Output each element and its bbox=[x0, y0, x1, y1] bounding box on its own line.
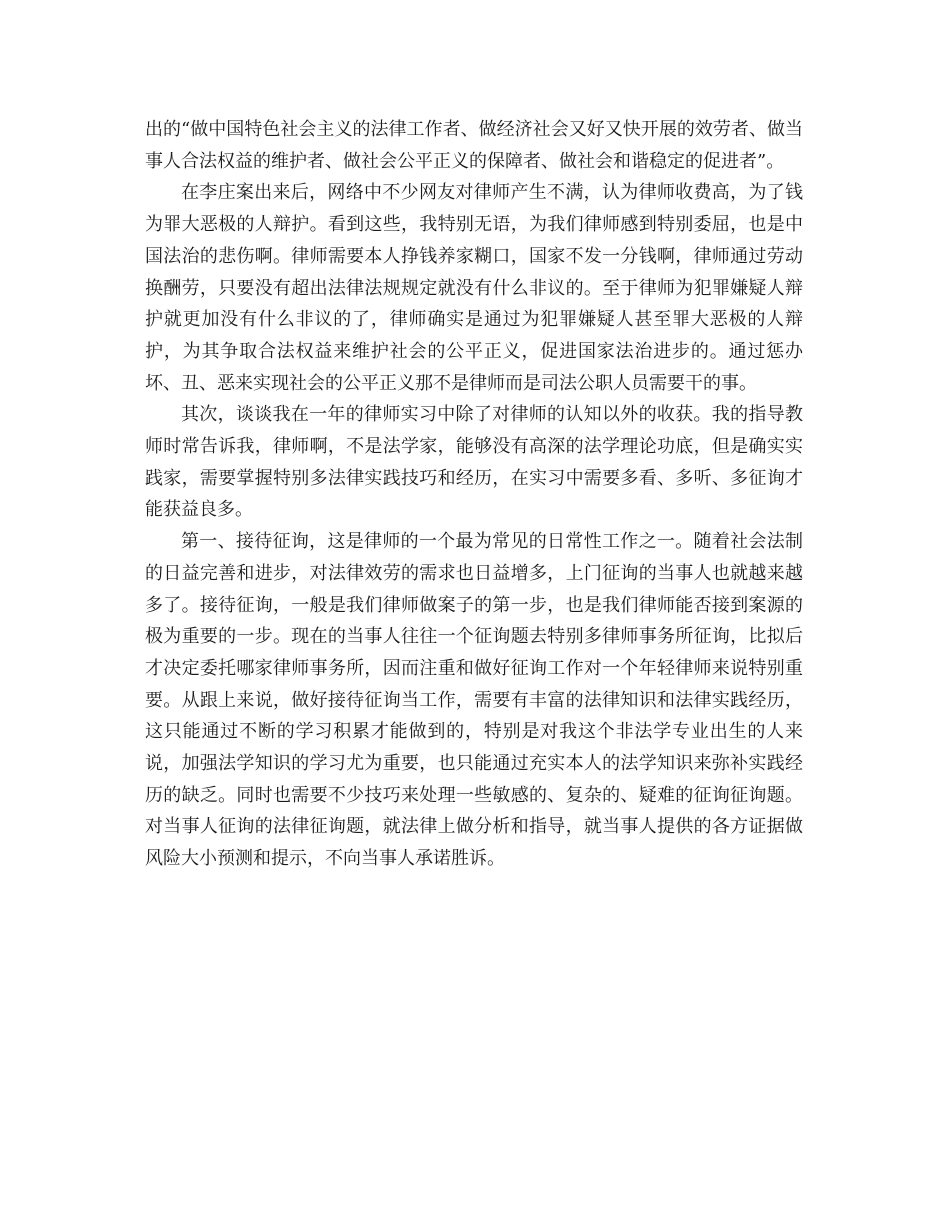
document-body bbox=[145, 114, 803, 875]
paragraph-4: 第一、接待征询，这是律师的一个最为常见的日常性工作之一。随着社会法制的日益完善和进步，对法律效劳的需求也日益增多，上门征询的当事人也就越来越多了。接待征询，一般是我们律师做案子的第一步，也是我们律师能否接到案源的极为重要的一步。现在的当事人往往一个征询题去特别多律师事务所征询，比拟后才决定委托哪家律师事务所，因而注重和做好征询工作对一个年轻律师来说特别重要。从跟上来说，做好接待征询当工作，需要有丰富的法律知识和法律实践经历，这只能通过不断的学习积累才能做到的，特别是对我这个非法学专业出生的人来说，加强法学知识的学习尤为重要，也只能通过充实本人的法学知识来弥补实践经历的缺乏。同时也需要不少技巧来处理一些敏感的、复杂的、疑难的征询征询题。对当事人征询的法律征询题，就法律上做分析和指导，就当事人提供的各方证据做风险大小预测和提示，不向当事人承诺胜诉。 bbox=[145, 531, 803, 870]
paragraph-3: 其次，谈谈我在一年的律师实习中除了对律师的认知以外的收获。我的指导教师时常告诉我，律师啊，不是法学家，能够没有高深的法学理论功底，但是确实实践家，需要掌握特别多法律实践技巧和经历，在实习中需要多看、多听、多征询才能获益良多。 bbox=[145, 404, 803, 521]
paragraph-1: 出的“做中国特色社会主义的法律工作者、做经济社会又好又快开展的效劳者、做当事人合法权益的维护者、做社会公平正义的保障者、做社会和谐稳定的促进者”。 bbox=[145, 119, 803, 172]
paragraph-2: 在李庄案出来后，网络中不少网友对律师产生不满，认为律师收费高，为了钱为罪大恶极的人辩护。看到这些，我特别无语，为我们律师感到特别委屈，也是中国法治的悲伤啊。律师需要本人挣钱养家糊口，国家不发一分钱啊，律师通过劳动换酬劳，只要没有超出法律法规规定就没有什么非议的。至于律师为犯罪嫌疑人辩护就更加没有什么非议的了，律师确实是通过为犯罪嫌疑人甚至罪大恶极的人辩护，为其争取合法权益来维护社会的公平正义，促进国家法治进步的。通过惩办坏、丑、恶来实现社会的公平正义那不是律师而是司法公职人员需要干的事。 bbox=[145, 182, 803, 394]
